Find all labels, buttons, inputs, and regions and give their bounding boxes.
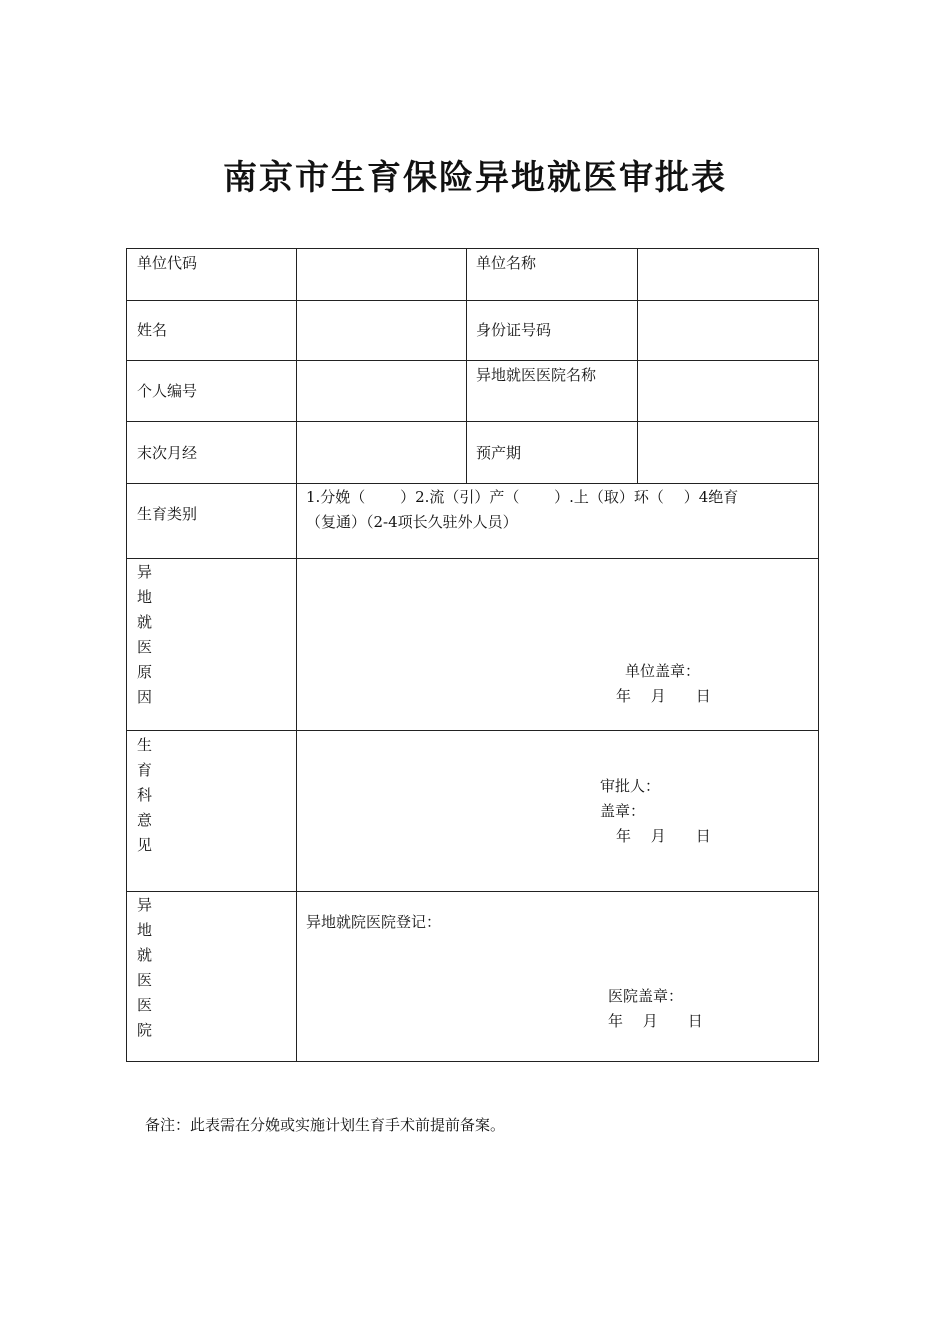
footnote: 备注：此表需在分娩或实施计划生育手术前提前备案。 (145, 1116, 506, 1134)
row-divider (127, 360, 818, 361)
name-label: 姓名 (137, 321, 168, 339)
row-divider (127, 421, 818, 422)
id-number-label: 身份证号码 (476, 321, 552, 339)
personal-no-label: 个人编号 (137, 382, 198, 400)
page-title: 南京市生育保险异地就医审批表 (223, 158, 727, 198)
birth-type-options-line2: （复通）（2-4项长久驻外人员） (306, 513, 518, 531)
unit-stamp-label: 单位盖章： (625, 662, 701, 680)
due-date-label: 预产期 (476, 444, 522, 462)
reason-label: 异地就医原因 (137, 563, 153, 706)
row-divider (127, 483, 818, 484)
unit-code-label: 单位代码 (137, 254, 198, 272)
row-divider (127, 300, 818, 301)
row-divider (127, 730, 818, 731)
approver-label: 审批人： (600, 777, 661, 795)
hospital-registration-label: 异地就院医院登记： (306, 913, 442, 931)
column-divider (637, 249, 638, 483)
approval-form-table (126, 248, 819, 1062)
dept-stamp-label: 盖章： (600, 802, 646, 820)
unit-name-label: 单位名称 (476, 254, 537, 272)
remote-hospital-label: 异地就医医院 (137, 896, 153, 1039)
column-divider (466, 249, 467, 483)
hospital-stamp-label: 医院盖章： (608, 987, 684, 1005)
row-divider (127, 558, 818, 559)
birth-type-options-line1: 1.分娩（ ）2.流（引）产（ ）.上（取）环（ ）4绝育 (306, 488, 739, 506)
reason-date: 年 月 日 (616, 687, 711, 705)
column-divider (296, 249, 297, 1062)
last-period-label: 末次月经 (137, 444, 198, 462)
birth-type-label: 生育类别 (137, 505, 198, 523)
hospital-date: 年 月 日 (608, 1012, 703, 1030)
row-divider (127, 891, 818, 892)
hospital-name-label: 异地就医医院名称 (476, 366, 597, 384)
dept-opinion-label: 生育科意见 (137, 736, 153, 854)
dept-opinion-date: 年 月 日 (616, 827, 711, 845)
